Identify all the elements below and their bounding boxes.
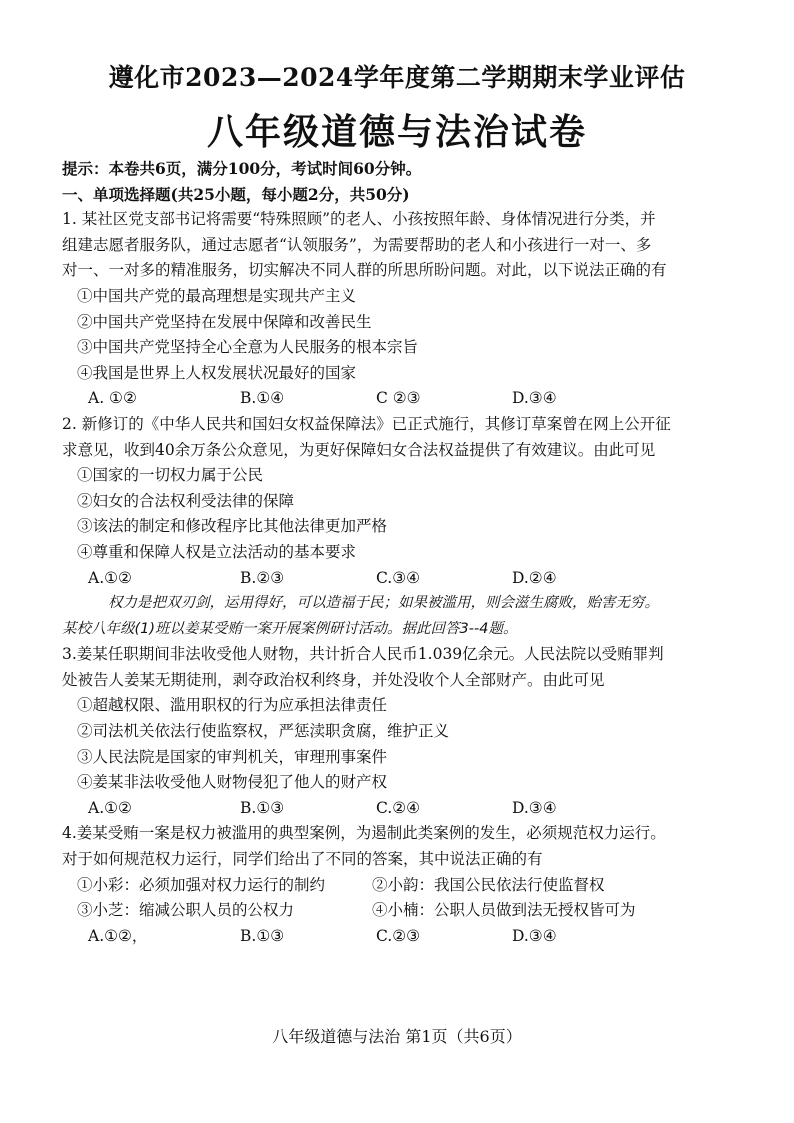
exam-notice: 提示：本卷共6页，满分100分，考试时间60分钟。 [62, 159, 422, 178]
question-4 [62, 821, 742, 949]
option-c: C ②③ [376, 389, 421, 408]
statement-3: ③该法的制定和修改程序比其他法律更加严格 [77, 517, 388, 536]
question-2 [62, 412, 742, 591]
statement-row [62, 898, 742, 924]
question-text-line: 处被告人姜某无期徒刑，剥夺政治权利终身，并处没收个人全部财产。由此可见 [62, 670, 605, 689]
material-intro: 某校八年级(1)班以姜某受贿一案开展案例研讨活动。据此回答3--4题。 [62, 620, 518, 637]
statement-3: ③小芝：缩减公职人员的公权力 [77, 901, 295, 920]
option-c: C.②③ [376, 926, 421, 945]
statement-3: ③中国共产党坚持全心全意为人民服务的根本宗旨 [77, 338, 419, 357]
option-a: A.①②， [88, 926, 148, 945]
question-text-line: 1. 某社区党支部书记将需要“特殊照顾”的老人、小孩按照年龄、身体情况进行分类，并 [62, 210, 656, 229]
question-text-line: 求意见，收到40余万条公众意见，为更好保障妇女合法权益提供了有效建议。由此可见 [62, 440, 656, 459]
option-d: D.②④ [512, 568, 557, 587]
answer-options [62, 566, 742, 592]
question-text-line: 对一、一对多的精准服务，切实解决不同人群的所思所盼问题。对此，以下说法正确的有 [62, 261, 667, 280]
option-b: B.②③ [240, 568, 285, 587]
option-d: D.③④ [512, 798, 557, 817]
option-b: B.①③ [240, 926, 285, 945]
statement-2: ②中国共产党坚持在发展中保障和改善民生 [77, 312, 372, 331]
statement-2: ②司法机关依法行使监察权，严惩渎职贪腐，维护正义 [77, 722, 450, 741]
statement-2: ②妇女的合法权利受法律的保障 [77, 491, 295, 510]
option-d: D.③④ [512, 389, 557, 408]
statement-4: ④姜某非法收受他人财物侵犯了他人的财产权 [77, 773, 388, 792]
question-text-line: 3.姜某任职期间非法收受他人财物，共计折合人民币1.039亿余元。人民法院以受贿罪判 [62, 645, 664, 664]
statement-1: ①小彩：必须加强对权力运行的制约 [77, 875, 326, 894]
statement-3: ③人民法院是国家的审判机关，审理刑事案件 [77, 747, 388, 766]
question-3 [62, 642, 742, 821]
statement-2: ②小韵：我国公民依法行使监督权 [372, 875, 605, 894]
exam-content [62, 156, 742, 949]
statement-1: ①超越权限、滥用职权的行为应承担法律责任 [77, 696, 388, 715]
question-1 [62, 207, 742, 412]
case-material [62, 591, 742, 642]
question-text-line: 4.姜某受贿一案是权力被滥用的典型案例，为遏制此类案例的发生，必须规范权力运行。 [62, 824, 666, 843]
exam-header-title: 遵化市2023—2024学年度第二学期期末学业评估 [108, 63, 686, 92]
answer-options [62, 924, 742, 950]
material-quote: 权力是把双刃剑，运用得好，可以造福于民；如果被滥用，则会滋生腐败，贻害无穷。 [108, 595, 659, 612]
option-d: D.③④ [512, 926, 557, 945]
statement-4: ④我国是世界上人权发展状况最好的国家 [77, 363, 357, 382]
statement-4: ④小楠：公职人员做到法无授权皆可为 [372, 901, 636, 920]
question-text-line: 组建志愿者服务队，通过志愿者“认领服务”，为需要帮助的老人和小孩进行一对一、多 [62, 235, 652, 254]
question-text-line: 对于如何规范权力运行，同学们给出了不同的答案，其中说法正确的有 [62, 850, 543, 869]
statement-4: ④尊重和保障人权是立法活动的基本要求 [77, 542, 357, 561]
exam-subject-title: 八年级道德与法治试卷 [206, 111, 587, 153]
option-b: B.①③ [240, 798, 285, 817]
statement-1: ①中国共产党的最高理想是实现共产主义 [77, 286, 357, 305]
statement-row [62, 873, 742, 899]
option-c: C.③④ [376, 568, 421, 587]
answer-options [62, 386, 742, 412]
question-text-line: 2. 新修订的《中华人民共和国妇女权益保障法》已正式施行，其修订草案曾在网上公开征 [62, 414, 671, 433]
option-a: A.①② [88, 798, 132, 817]
answer-options [62, 796, 742, 822]
section-title: 一、单项选择题(共25小题，每小题2分，共50分) [62, 184, 410, 204]
option-b: B.①④ [240, 389, 285, 408]
option-c: C.②④ [376, 798, 421, 817]
page-footer: 八年级道德与法治 第1页（共6页） [272, 1027, 522, 1046]
option-a: A.①② [88, 568, 132, 587]
option-a: A. ①② [88, 389, 137, 408]
statement-1: ①国家的一切权力属于公民 [77, 466, 264, 485]
